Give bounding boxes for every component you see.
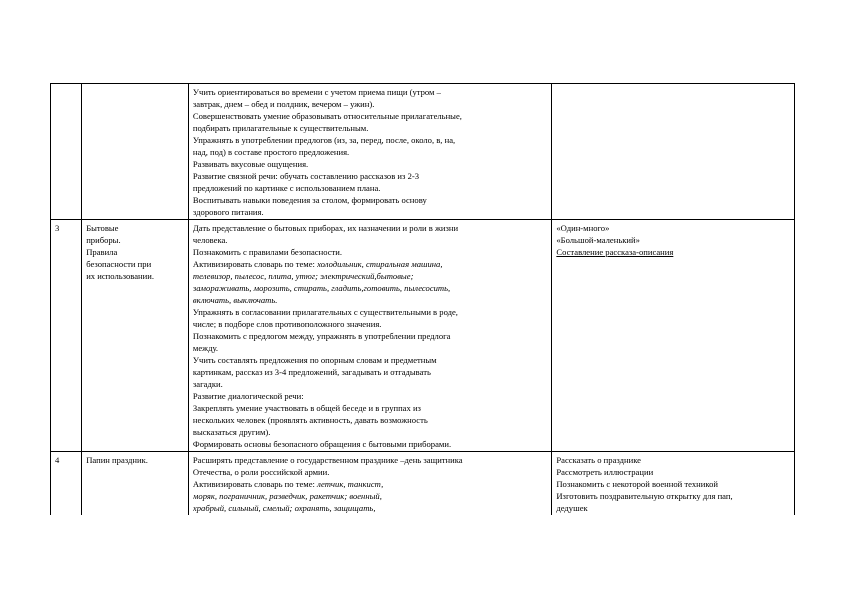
content-line <box>193 222 547 234</box>
line-text: Упражнять в употреблении предлогов (из, за, перед, после, около, в, на, <box>192 135 456 145</box>
content-line <box>193 414 547 426</box>
activity-line <box>556 246 790 258</box>
line-text: «Большой-маленький» <box>556 235 640 245</box>
content-line <box>193 390 547 402</box>
line-text: Расширять представление о государственном празднике –день защитника <box>192 455 463 465</box>
line-text: Рассказать о празднике <box>556 455 641 465</box>
topic-cell <box>82 84 189 220</box>
content-line <box>193 402 547 414</box>
line-text: Развитие диалогической речи: <box>192 391 304 401</box>
content-cell <box>188 84 551 220</box>
line-text: Развитие связной речи: обучать составлению рассказов из 2-3 <box>192 171 420 181</box>
content-line <box>193 234 547 246</box>
activities-cell <box>552 84 795 220</box>
content-line <box>193 98 547 110</box>
activity-line <box>556 234 790 246</box>
content-line <box>193 438 547 450</box>
content-line <box>193 478 547 490</box>
line-text: Познакомить с некоторой военной техникой <box>556 479 719 489</box>
topic-line: Бытовые <box>86 223 119 233</box>
content-line <box>193 454 547 466</box>
content-cell <box>188 220 551 452</box>
row-number-cell <box>51 220 82 452</box>
lesson-plan-table <box>50 83 795 515</box>
activity-line <box>556 466 790 478</box>
vocabulary-text: включать, выключать. <box>192 295 278 305</box>
content-line <box>193 258 547 270</box>
line-text: Рассмотреть иллюстрации <box>556 467 654 477</box>
table-row <box>51 452 795 516</box>
content-line <box>193 426 547 438</box>
content-line <box>193 246 547 258</box>
topic-line: Папин праздник. <box>86 455 148 465</box>
table-row <box>51 220 795 452</box>
content-line <box>193 490 547 502</box>
content-line <box>193 378 547 390</box>
table-row <box>51 84 795 220</box>
row-number: 4 <box>55 455 60 465</box>
vocabulary-text: моряк, пограничник, разведчик, ракетчик; военный, <box>192 491 382 501</box>
line-text: завтрак, днем – обед и полдник, вечером – ужин). <box>192 99 375 109</box>
line-text: Воспитывать навыки поведения за столом, формировать основу <box>192 195 427 205</box>
line-text: картинкам, рассказ из 3-4 предложений, загадывать и отгадывать <box>192 367 431 377</box>
content-line <box>193 182 547 194</box>
activity-line <box>556 490 790 502</box>
row-number-cell <box>51 84 82 220</box>
line-text: Изготовить поздравительную открытку для пап, <box>556 491 733 501</box>
line-text: здорового питания. <box>192 207 264 217</box>
line-text: Познакомить с правилами безопасности. <box>192 247 343 257</box>
content-line <box>193 270 547 282</box>
content-line <box>193 330 547 342</box>
content-line <box>193 134 547 146</box>
vocabulary-text: летчик, танкист, <box>317 479 384 489</box>
line-text: Дать представление о бытовых приборах, их назначении и роли в жизни <box>192 223 459 233</box>
line-text: дедушек <box>556 503 588 513</box>
line-text: Учить ориентироваться во времени с учетом приема пищи (утром – <box>192 87 441 97</box>
line-text: Составление рассказа-описания <box>556 247 674 257</box>
line-text: Упражнять в согласовании прилагательных с существительными в роде, <box>192 307 458 317</box>
line-text: между. <box>192 343 219 353</box>
content-line <box>193 170 547 182</box>
activity-line <box>556 478 790 490</box>
activities-cell <box>552 220 795 452</box>
content-line <box>193 294 547 306</box>
content-cell <box>188 452 551 516</box>
content-line <box>193 306 547 318</box>
topic-line: их использовании. <box>86 271 154 281</box>
topic-line: приборы. <box>86 235 121 245</box>
line-text: числе; в подборе слов противоположного значения. <box>192 319 382 329</box>
content-line <box>193 282 547 294</box>
vocabulary-text: храбрый, сильный, смелый; охранять, защищать, <box>192 503 376 513</box>
line-text: подбирать прилагательные к существительным. <box>192 123 369 133</box>
activity-line <box>556 222 790 234</box>
line-text: Развивать вкусовые ощущения. <box>192 159 309 169</box>
content-line <box>193 146 547 158</box>
vocabulary-text: холодильник, стиральная машина, <box>317 259 443 269</box>
content-line <box>193 366 547 378</box>
activity-line <box>556 502 790 514</box>
row-number-cell <box>51 452 82 516</box>
content-line <box>193 122 547 134</box>
content-line <box>193 502 547 514</box>
line-text: Отечества, о роли российской армии. <box>192 467 330 477</box>
content-line <box>193 342 547 354</box>
content-line <box>193 158 547 170</box>
line-text: «Один-много» <box>556 223 610 233</box>
row-number: 3 <box>55 223 60 233</box>
line-text: загадки. <box>192 379 223 389</box>
vocabulary-text: замораживать, морозить, стирать, гладить,готовить, пылесосить, <box>192 283 451 293</box>
line-text: предложений по картинке с использованием плана. <box>192 183 381 193</box>
line-text: нескольких человек (проявлять активность, давать возможность <box>192 415 428 425</box>
line-text: Активизировать словарь по теме: <box>192 259 318 269</box>
table-body <box>51 84 795 516</box>
line-text: высказаться другим). <box>192 427 271 437</box>
line-text: Формировать основы безопасного обращения с бытовыми приборами. <box>192 439 452 449</box>
line-text: человека. <box>192 235 228 245</box>
activity-line <box>556 454 790 466</box>
content-line <box>193 206 547 218</box>
topic-line: безопасности при <box>86 259 152 269</box>
activities-cell <box>552 452 795 516</box>
topic-cell <box>82 452 189 516</box>
topic-line: Правила <box>86 247 118 257</box>
content-line <box>193 354 547 366</box>
line-text: Совершенствовать умение образовывать относительные прилагательные, <box>192 111 462 121</box>
line-text: над, под) в составе простого предложения. <box>192 147 350 157</box>
line-text: Закреплять умение участвовать в общей беседе и в группах из <box>192 403 421 413</box>
line-text: Учить составлять предложения по опорным словам и предметным <box>192 355 437 365</box>
vocabulary-text: телевизор, пылесос, плита, утюг; электрический,бытовые; <box>192 271 414 281</box>
content-line <box>193 466 547 478</box>
topic-cell <box>82 220 189 452</box>
content-line <box>193 318 547 330</box>
content-line <box>193 110 547 122</box>
content-line <box>193 86 547 98</box>
content-line <box>193 194 547 206</box>
line-text: Активизировать словарь по теме: <box>192 479 318 489</box>
line-text: Познакомить с предлогом между, упражнять в употреблении предлога <box>192 331 451 341</box>
